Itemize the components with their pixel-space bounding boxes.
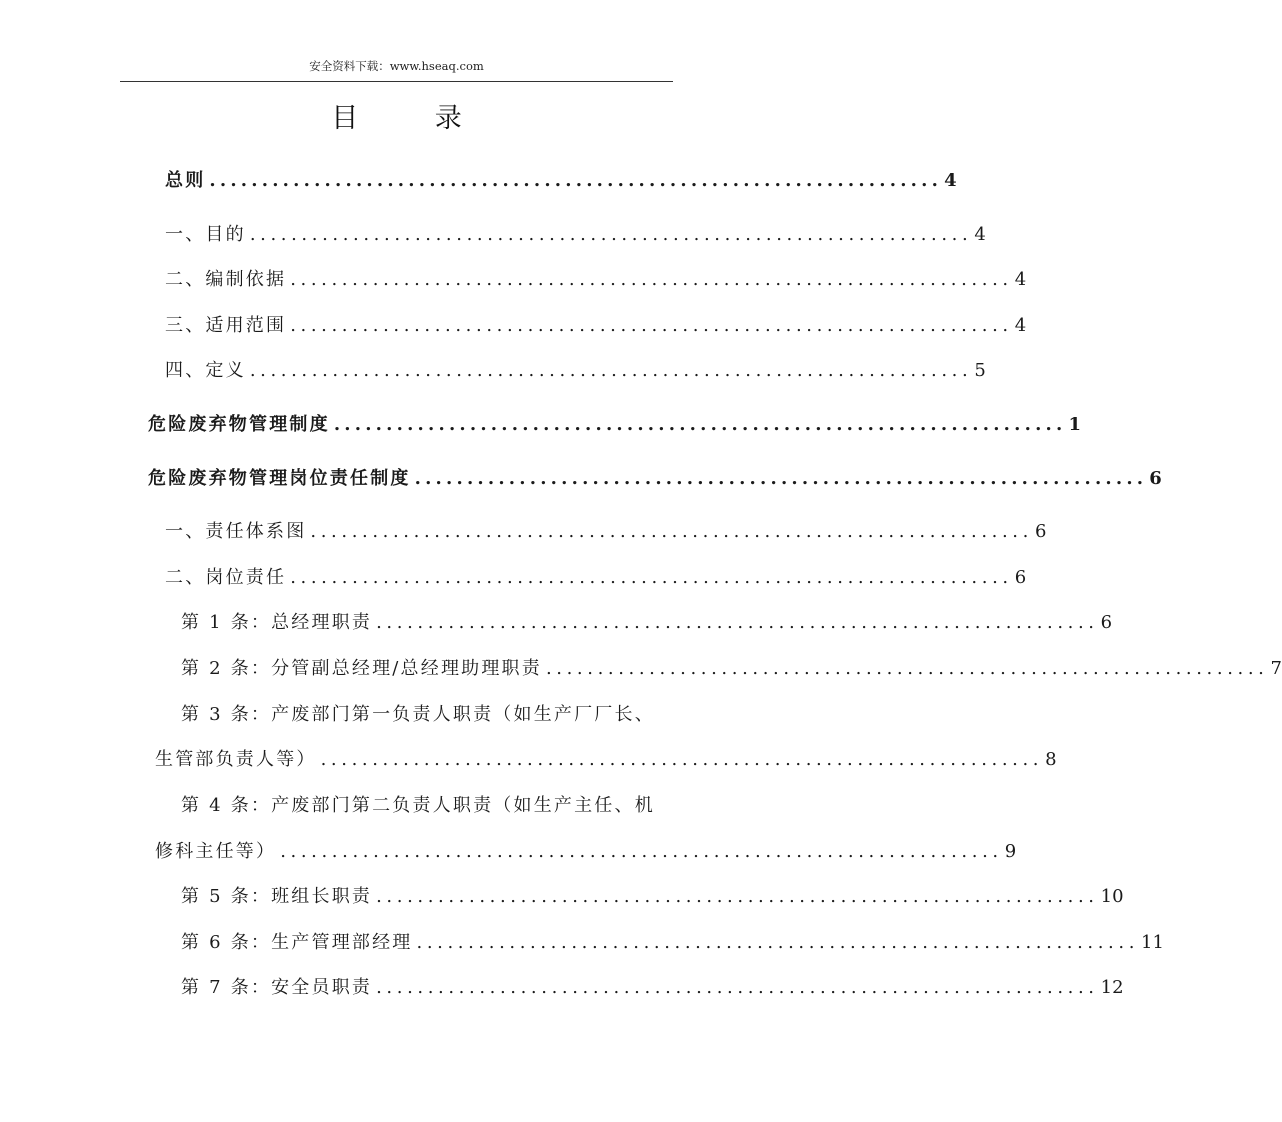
toc-entry-label: 一、目的 — [165, 224, 246, 245]
toc-entry-page: 4 — [1014, 315, 1027, 336]
toc-entry-label: 第 7 条：安全员职责 — [181, 977, 373, 998]
toc-entry[interactable] — [165, 566, 1027, 590]
toc-entry-label: 第 2 条：分管副总经理/总经理助理职责 — [181, 658, 542, 679]
toc-entry-label: 危险废弃物管理岗位责任制度 — [148, 468, 411, 489]
toc-leader-dots: ...................................................................... — [376, 977, 1099, 998]
toc-leader-dots: ...................................................................... — [310, 521, 1033, 542]
toc-entry-label[interactable]: 第 3 条：产废部门第一负责人职责（如生产厂厂长、 — [181, 704, 655, 725]
toc-entry-page: 12 — [1100, 977, 1124, 998]
toc-entry-page: 7 — [1270, 658, 1282, 679]
toc-leader-dots: ...................................................................... — [320, 749, 1044, 770]
toc-entry-label: 二、编制依据 — [165, 269, 287, 290]
toc-entry[interactable] — [181, 885, 1124, 909]
toc-leader-dots: ...................................................................... — [290, 567, 1013, 588]
toc-leader-dots: ...................................................................... — [333, 414, 1067, 435]
toc-entry-label: 一、责任体系图 — [165, 521, 307, 542]
toc-entry-label: 危险废弃物管理制度 — [148, 414, 330, 435]
toc-leader-dots: ...................................................................... — [209, 170, 943, 191]
toc-entry-label: 二、岗位责任 — [165, 567, 287, 588]
toc-entry-label: 第 1 条：总经理职责 — [181, 612, 373, 633]
toc-entry[interactable] — [165, 359, 986, 383]
toc-entry[interactable] — [181, 976, 1124, 1000]
toc-leader-dots: ...................................................................... — [280, 841, 1003, 862]
toc-entry[interactable] — [181, 611, 1113, 635]
toc-entry-page: 4 — [974, 224, 986, 245]
toc-entry[interactable] — [155, 840, 1017, 864]
toc-leader-dots: ...................................................................... — [416, 932, 1140, 953]
toc-entry[interactable] — [165, 268, 1027, 292]
toc-entry-label-continued: 生管部负责人等） — [155, 749, 317, 770]
toc-leader-dots: ...................................................................... — [249, 360, 973, 381]
toc-entry-page: 11 — [1141, 932, 1164, 953]
toc-leader-dots: ...................................................................... — [249, 224, 973, 245]
toc-entry[interactable] — [148, 413, 1082, 437]
toc-entry-page: 6 — [1014, 567, 1027, 588]
toc-leader-dots: ...................................................................... — [290, 269, 1013, 290]
toc-entry[interactable] — [148, 467, 1162, 491]
toc-entry-page: 4 — [944, 170, 957, 191]
toc-entry-page: 10 — [1100, 886, 1124, 907]
toc-entry-page: 9 — [1004, 841, 1017, 862]
toc-entry-page: 6 — [1100, 612, 1113, 633]
toc-leader-dots: ...................................................................... — [290, 315, 1013, 336]
document-title: 目 录 — [331, 103, 496, 134]
toc-entry-label[interactable]: 第 4 条：产废部门第二负责人职责（如生产主任、机 — [181, 795, 655, 816]
toc-entry-page: 6 — [1034, 521, 1047, 542]
toc-entry-label: 总则 — [165, 170, 206, 191]
toc-entry[interactable] — [181, 657, 1282, 681]
toc-entry[interactable] — [165, 520, 1047, 544]
toc-leader-dots: ...................................................................... — [545, 658, 1269, 679]
page-header: 安全资料下载：www.hseaq.com — [309, 59, 484, 73]
toc-entry-page: 5 — [974, 360, 986, 381]
toc-entry-label-continued: 修科主任等） — [155, 841, 277, 862]
toc-entry[interactable] — [165, 314, 1027, 338]
toc-entry[interactable] — [155, 748, 1057, 772]
toc-leader-dots: ...................................................................... — [414, 468, 1148, 489]
toc-leader-dots: ...................................................................... — [376, 612, 1099, 633]
toc-entry-label: 第 5 条：班组长职责 — [181, 886, 373, 907]
toc-entry-page: 4 — [1014, 269, 1027, 290]
toc-entry[interactable] — [165, 169, 957, 193]
toc-entry-label: 四、定义 — [165, 360, 246, 381]
toc-entry-page: 1 — [1068, 414, 1082, 435]
toc-entry[interactable] — [181, 931, 1164, 955]
toc-entry[interactable] — [165, 223, 986, 247]
toc-entry-page: 8 — [1045, 749, 1057, 770]
toc-leader-dots: ...................................................................... — [376, 886, 1099, 907]
toc-entry-label: 三、适用范围 — [165, 315, 287, 336]
toc-entry-label: 第 6 条：生产管理部经理 — [181, 932, 413, 953]
toc-entry-page: 6 — [1149, 468, 1162, 489]
